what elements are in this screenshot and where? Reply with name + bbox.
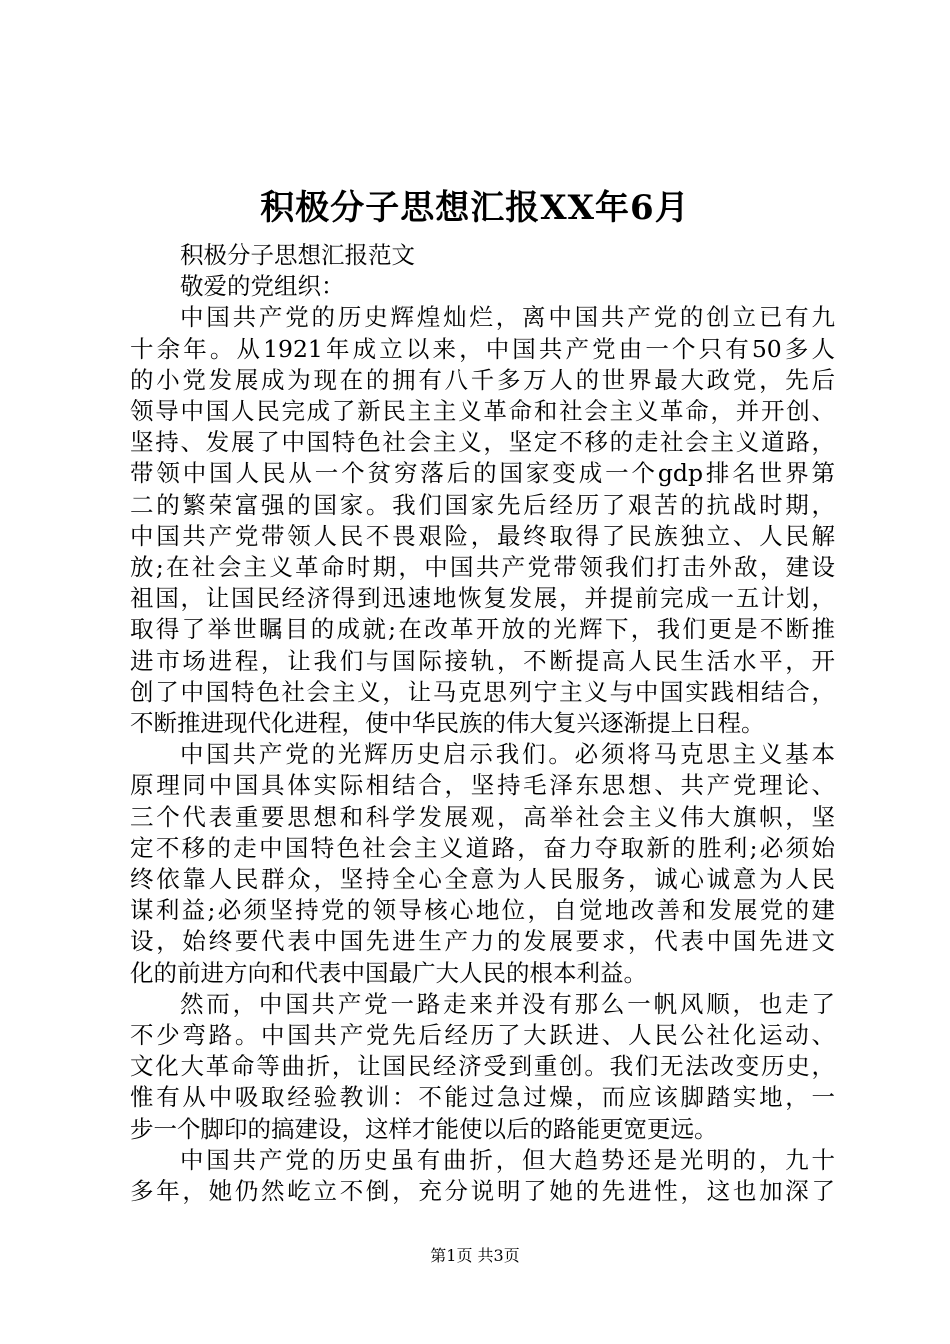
body-text-line: 终依靠人民群众，坚持全心全意为人民服务，诚心诚意为人民 bbox=[130, 865, 835, 894]
body-text-line: 不少弯路。中国共产党先后经历了大跃进、人民公社化运动、 bbox=[130, 1021, 835, 1050]
body-text-line: 然而，中国共产党一路走来并没有那么一帆风顺，也走了 bbox=[180, 989, 835, 1018]
body-text-line: 取得了举世瞩目的成就;在改革开放的光辉下，我们更是不断推 bbox=[130, 615, 835, 644]
body-text-line: 中国共产党的历史虽有曲折，但大趋势还是光明的，九十 bbox=[180, 1145, 835, 1174]
body-text-line: 定不移的走中国特色社会主义道路，奋力夺取新的胜利;必须始 bbox=[130, 833, 835, 862]
page-footer: 第1页 共3页 bbox=[430, 1246, 520, 1265]
body-text-line: 祖国，让国民经济得到迅速地恢复发展，并提前完成一五计划， bbox=[130, 584, 835, 613]
salutation: 敬爱的党组织： bbox=[180, 272, 345, 301]
body-text-line: 设，始终要代表中国先进生产力的发展要求，代表中国先进文 bbox=[130, 927, 835, 956]
body-text-line: 不断推进现代化进程，使中华民族的伟大复兴逐渐提上日程。 bbox=[130, 709, 765, 738]
body-text-line: 十余年。从1921年成立以来，中国共产党由一个只有50多人 bbox=[130, 334, 835, 363]
body-text-line: 文化大革命等曲折，让国民经济受到重创。我们无法改变历史， bbox=[130, 1052, 835, 1081]
body-text-line: 中国共产党的光辉历史启示我们。必须将马克思主义基本 bbox=[180, 740, 835, 769]
body-text-line: 惟有从中吸取经验教训：不能过急过燥，而应该脚踏实地，一 bbox=[130, 1083, 835, 1112]
body-text-line: 坚持、发展了中国特色社会主义，坚定不移的走社会主义道路， bbox=[130, 428, 835, 457]
body-text-line: 中国共产党的历史辉煌灿烂，离中国共产党的创立已有九 bbox=[180, 303, 835, 332]
body-text-line: 领导中国人民完成了新民主主义革命和社会主义革命，并开创、 bbox=[130, 397, 835, 426]
document-body bbox=[130, 240, 835, 1207]
body-text-line: 多年，她仍然屹立不倒，充分说明了她的先进性，这也加深了 bbox=[130, 1177, 835, 1206]
body-text-line: 创了中国特色社会主义，让马克思列宁主义与中国实践相结合， bbox=[130, 677, 835, 706]
body-text-line: 放;在社会主义革命时期，中国共产党带领我们打击外敌，建设 bbox=[130, 553, 835, 582]
body-text-line: 的小党发展成为现在的拥有八千多万人的世界最大政党，先后 bbox=[130, 365, 835, 394]
body-text-line: 中国共产党带领人民不畏艰险，最终取得了民族独立、人民解 bbox=[130, 521, 835, 550]
body-text-line: 化的前进方向和代表中国最广大人民的根本利益。 bbox=[130, 958, 647, 987]
body-text-line: 三个代表重要思想和科学发展观，高举社会主义伟大旗帜，坚 bbox=[130, 802, 835, 831]
body-paragraphs bbox=[130, 302, 835, 1207]
document-subtitle: 积极分子思想汇报范文 bbox=[180, 241, 415, 269]
body-text-line: 二的繁荣富强的国家。我们国家先后经历了艰苦的抗战时期， bbox=[130, 490, 835, 519]
body-text-line: 谋利益;必须坚持党的领导核心地位，自觉地改善和发展党的建 bbox=[130, 896, 835, 925]
document-title: 积极分子思想汇报XX年6月 bbox=[260, 188, 690, 228]
body-text-line: 步一个脚印的搞建设，这样才能使以后的路能更宽更远。 bbox=[130, 1114, 718, 1143]
body-text-line: 原理同中国具体实际相结合，坚持毛泽东思想、共产党理论、 bbox=[130, 771, 835, 800]
body-text-line: 进市场进程，让我们与国际接轨，不断提高人民生活水平，开 bbox=[130, 646, 835, 675]
body-text-line: 带领中国人民从一个贫穷落后的国家变成一个gdp排名世界第 bbox=[130, 459, 835, 488]
